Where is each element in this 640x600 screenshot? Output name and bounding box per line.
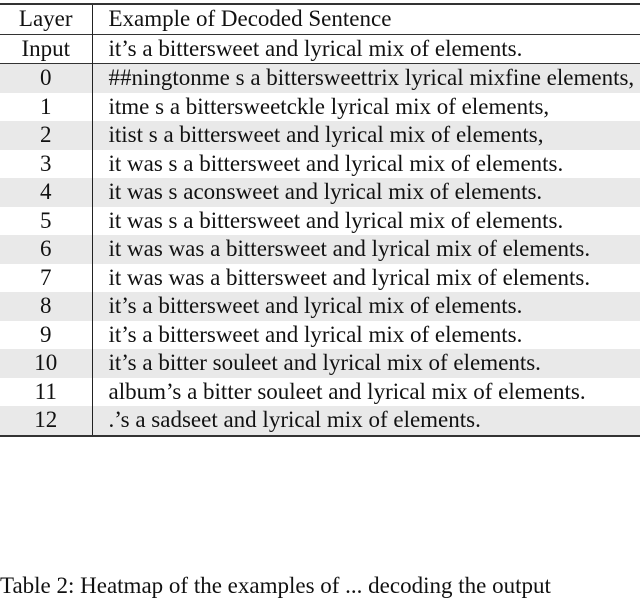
sentence-cell: itme s a bittersweetckle lyrical mix of elements, (108, 93, 550, 119)
table-row (0, 64, 640, 93)
layer-cell: 6 (0, 235, 92, 264)
table-row (0, 292, 640, 321)
sentence-cell: it was was a bittersweet and lyrical mix of elements. (92, 235, 640, 264)
layer-cell: 11 (0, 378, 92, 407)
sentence-cell: it was s a bittersweet and lyrical mix of elements. (108, 150, 564, 176)
table-row (0, 150, 640, 179)
layer-cell: 3 (0, 150, 92, 179)
table-row (0, 93, 640, 122)
table-row-input (0, 34, 640, 64)
table-row (0, 321, 640, 350)
table-row (0, 264, 640, 293)
decoded-sentences-table (0, 3, 640, 437)
layer-cell: Input (0, 34, 92, 64)
table-header-row (0, 4, 640, 34)
sentence-cell: it’s a bittersweet and lyrical mix of elements. (108, 321, 523, 347)
layer-cell: 2 (0, 121, 92, 150)
sentence-cell: it’s a bittersweet and lyrical mix of elements. (108, 35, 523, 61)
table-row (0, 178, 640, 207)
sentence-cell: .’s a sadseet and lyrical mix of elements. (92, 406, 640, 436)
header-sentence: Example of Decoded Sentence (108, 6, 392, 31)
sentence-cell: it was s aconsweet and lyrical mix of elements. (92, 178, 640, 207)
table-caption: Table 2: Heatmap of the examples of ... decoding the output (0, 573, 551, 598)
sentence-cell: it was s a bittersweet and lyrical mix of elements. (108, 207, 564, 233)
table-row (0, 121, 640, 150)
sentence-cell: it’s a bittersweet and lyrical mix of elements. (92, 292, 640, 321)
layer-cell: 7 (0, 264, 92, 293)
table-row (0, 235, 640, 264)
table-row (0, 378, 640, 407)
table-row (0, 207, 640, 236)
layer-cell: 0 (0, 64, 92, 93)
header-layer: Layer (0, 4, 92, 34)
table-row (0, 349, 640, 378)
sentence-cell: album’s a bitter souleet and lyrical mix of elements. (108, 378, 586, 404)
sentence-cell: it was was a bittersweet and lyrical mix of elements. (108, 264, 591, 290)
sentence-cell: ##ningtonme s a bittersweettrix lyrical mixfine elements, (92, 64, 640, 93)
layer-cell: 5 (0, 207, 92, 236)
sentence-cell: itist s a bittersweet and lyrical mix of elements, (92, 121, 640, 150)
layer-cell: 10 (0, 349, 92, 378)
layer-cell: 1 (0, 93, 92, 122)
layer-cell: 4 (0, 178, 92, 207)
decoded-sentences-table-container (0, 3, 640, 437)
layer-cell: 12 (0, 406, 92, 436)
table-row (0, 406, 640, 436)
sentence-cell: it’s a bitter souleet and lyrical mix of elements. (92, 349, 640, 378)
layer-cell: 9 (0, 321, 92, 350)
layer-cell: 8 (0, 292, 92, 321)
